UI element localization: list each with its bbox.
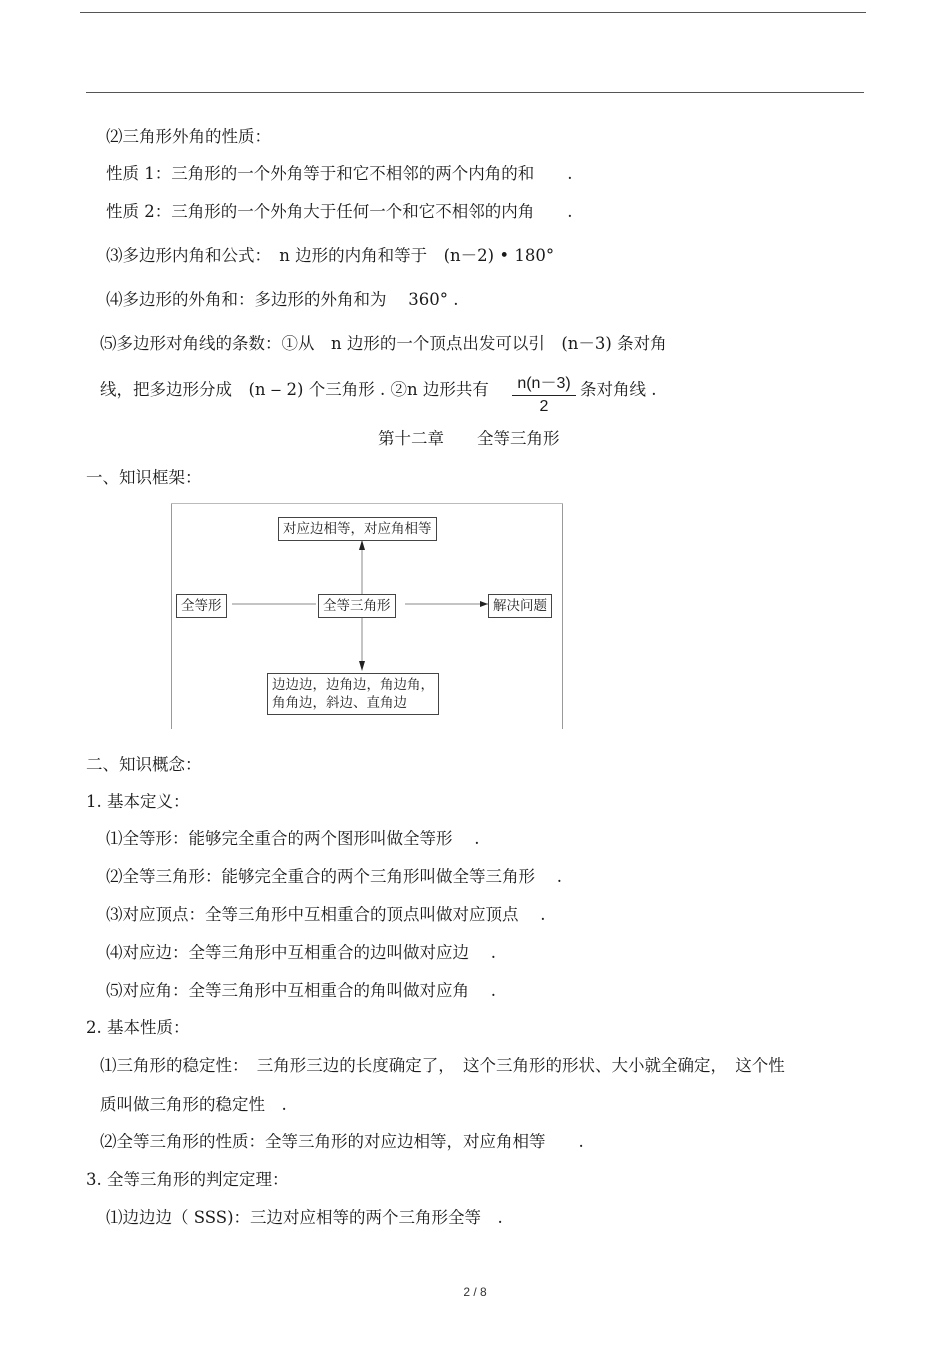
concepts-heading: 二、知识概念： [86,755,202,774]
stability-property-line-1: ⑴三角形的稳定性： 三角形三边的长度确定了， 这个三角形的形状、大小就全确定， 这个性 [100,1056,785,1075]
box-congruent-triangle: 全等三角形 [318,594,396,618]
chapter-title: 第十二章 全等三角形 [378,429,560,448]
diagonal-count-line-2: 线，把多边形分成 (n ‒ 2) 个三角形 . ②n 边形共有 [100,380,489,399]
criteria-heading: 3. 全等三角形的判定定理： [86,1170,289,1189]
property-2: 性质 2：三角形的一个外角大于任何一个和它不相邻的内角 . [106,202,573,221]
definition-item: ⑴全等形：能够完全重合的两个图形叫做全等形 . [106,829,480,848]
property-1: 性质 1：三角形的一个外角等于和它不相邻的两个内角的和 . [106,164,573,183]
header-rule-top [80,12,866,13]
congruent-triangle-property: ⑵全等三角形的性质：全等三角形的对应边相等，对应角相等 . [100,1132,584,1151]
header-rule-bottom [86,92,864,93]
page-number: 2 / 8 [463,1285,487,1299]
box-congruence-criteria [267,673,439,715]
knowledge-framework-diagram [171,503,563,729]
box-congruent-figure: 全等形 [176,594,227,618]
definition-item: ⑵全等三角形：能够完全重合的两个三角形叫做全等三角形 . [106,867,562,886]
fraction-numerator: n(n－3) [517,375,571,392]
diagonal-count-line-2-end: 条对角线 . [580,380,657,399]
diagonal-fraction [512,370,576,416]
definition-item: ⑸对应角：全等三角形中互相重合的角叫做对应角 . [106,981,496,1000]
definitions-heading: 1. 基本定义： [86,792,190,811]
box-corresponding-parts: 对应边相等，对应角相等 [278,517,437,541]
fraction-denominator: 2 [539,398,549,415]
criteria-line-2: 角角边，斜边、直角边 [272,695,407,711]
exterior-angle-sum: ⑷多边形的外角和：多边形的外角和为 360° . [106,290,459,309]
properties-heading: 2. 基本性质： [86,1018,190,1037]
definition-item: ⑷对应边：全等三角形中互相重合的边叫做对应边 . [106,943,496,962]
criteria-line-1: 边边边，边角边，角边角， [272,677,434,693]
definition-item: ⑶对应顶点：全等三角形中互相重合的顶点叫做对应顶点 . [106,905,546,924]
fraction-bar [512,395,576,396]
diagonal-count-line-1: ⑸多边形对角线的条数：①从 n 边形的一个顶点出发可以引 (n－3) 条对角 [100,334,667,353]
framework-heading: 一、知识框架： [86,468,202,487]
sss-theorem: ⑴边边边（ SSS)：三边对应相等的两个三角形全等 . [106,1208,503,1227]
exterior-angle-heading: ⑵三角形外角的性质： [106,127,271,146]
interior-angle-sum-formula: ⑶多边形内角和公式： n 边形的内角和等于 (n－2) • 180° [106,246,555,265]
box-solve-problems: 解决问题 [488,594,552,618]
stability-property-line-2: 质叫做三角形的稳定性 . [100,1095,287,1114]
